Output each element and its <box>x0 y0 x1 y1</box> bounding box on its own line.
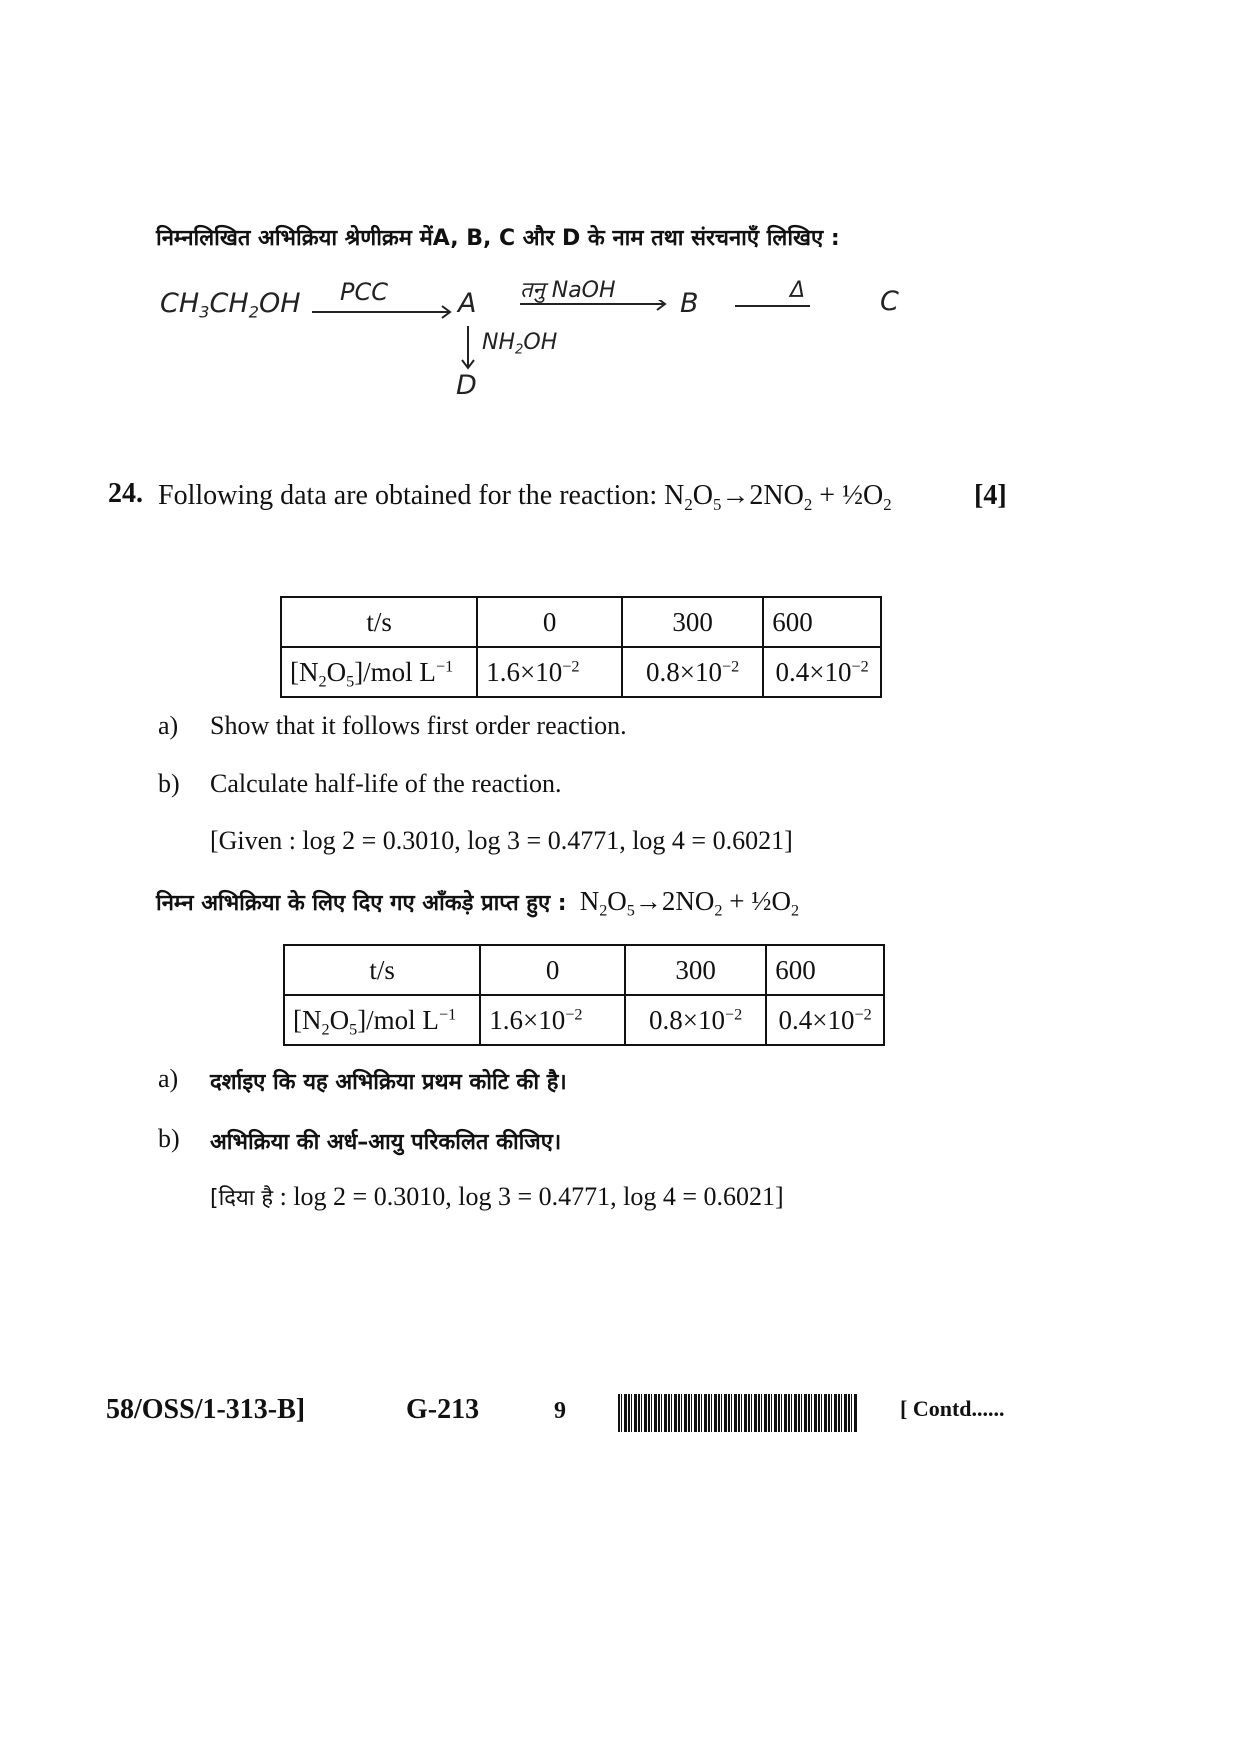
part-b-hindi-label: b) <box>158 1124 180 1153</box>
given-hindi <box>210 1182 784 1212</box>
hindi-question-reaction: $N_2O_5\to 2NO_2$ + $\frac{1}{2}O_2$ <box>579 886 800 920</box>
scheme-arrows <box>310 300 810 410</box>
part-b-text: Calculate half-life of the reaction. <box>210 769 562 798</box>
table-cell: $[N_2O_5]$/mol $L^{-1}$ <box>284 995 480 1045</box>
question-reaction: $N_2O_5\to 2NO_2$ + $\frac{1}{2}O_2$ <box>664 480 892 514</box>
table-row <box>284 995 884 1045</box>
given-hindi-prefix: [दिया है <box>210 1186 274 1211</box>
table-row <box>281 647 881 697</box>
data-table-english <box>280 596 882 698</box>
barcode <box>618 1394 858 1432</box>
question-marks: [4] <box>974 480 1007 511</box>
scheme-reagent-pcc: PCC <box>340 278 388 306</box>
part-a-label: a) <box>158 711 179 740</box>
part-a-hindi-text: दर्शाइए कि यह अभिक्रिया प्रथम कोटि की है। <box>210 1070 567 1095</box>
table-cell: 300 <box>622 597 763 647</box>
table-row <box>284 945 884 995</box>
question-number: 24. <box>108 478 143 509</box>
hindi-question <box>156 886 800 920</box>
scheme-reactant: $CH_3CH_2OH$ <box>160 288 301 322</box>
table-cell: 600 <box>763 597 881 647</box>
footer-contd: [ Contd...... <box>900 1396 1005 1421</box>
table-cell: $1.6\times 10^{-2}$ <box>480 995 625 1045</box>
scheme-c: C <box>880 286 899 317</box>
table-cell: $0.4\times 10^{-2}$ <box>766 995 884 1045</box>
footer-series: G-213 <box>406 1394 480 1425</box>
table-cell: 600 <box>766 945 884 995</box>
table-cell: $[N_2O_5]$/mol $L^{-1}$ <box>281 647 477 697</box>
question-text <box>158 480 892 512</box>
data-table-hindi <box>283 944 885 1046</box>
given-english: [Given : log 2 = 0.3010, log 3 = 0.4771, log 4 = 0.6021] <box>210 826 793 855</box>
footer-page-number: 9 <box>554 1398 566 1424</box>
part-b-label: b) <box>158 769 180 798</box>
question-stem: Following data are obtained for the reaction: <box>158 480 665 511</box>
scheme-reagent-heat: Δ <box>790 278 806 303</box>
scheme-reagent-nh2oh: $NH_2OH$ <box>482 330 558 358</box>
table-cell: $0.8\times 10^{-2}$ <box>622 647 763 697</box>
scheme-d: D <box>456 370 477 401</box>
table-cell: $0.4\times 10^{-2}$ <box>763 647 881 697</box>
scheme-reagent-naoh: तनु NaOH <box>520 278 616 303</box>
table-cell: $1.6\times 10^{-2}$ <box>477 647 622 697</box>
table-row <box>281 597 881 647</box>
scheme-a: A <box>458 288 477 319</box>
intro-hindi: निम्नलिखित अभिक्रिया श्रेणीक्रम मेंA, B, C और D के नाम तथा संरचनाएँ लिखिए : <box>156 226 840 251</box>
hindi-question-text: निम्न अभिक्रिया के लिए दिए गए आँकड़े प्राप्त हुए : <box>156 891 567 916</box>
footer-code: 58/OSS/1-313-B] <box>106 1394 306 1425</box>
table-cell: 0 <box>477 597 622 647</box>
table-cell: t/s <box>281 597 477 647</box>
given-hindi-values: : log 2 = 0.3010, log 3 = 0.4771, log 4 = 0.6021] <box>273 1182 784 1211</box>
table-cell: $0.8\times 10^{-2}$ <box>625 995 766 1045</box>
table-cell: 0 <box>480 945 625 995</box>
table-cell: 300 <box>625 945 766 995</box>
reaction-scheme <box>150 270 950 410</box>
part-a-text: Show that it follows first order reaction. <box>210 711 627 740</box>
part-b-hindi-text: अभिक्रिया की अर्ध–आयु परिकलित कीजिए। <box>210 1130 562 1155</box>
table-cell: t/s <box>284 945 480 995</box>
scheme-b: B <box>680 288 699 319</box>
part-a-hindi-label: a) <box>158 1064 179 1093</box>
